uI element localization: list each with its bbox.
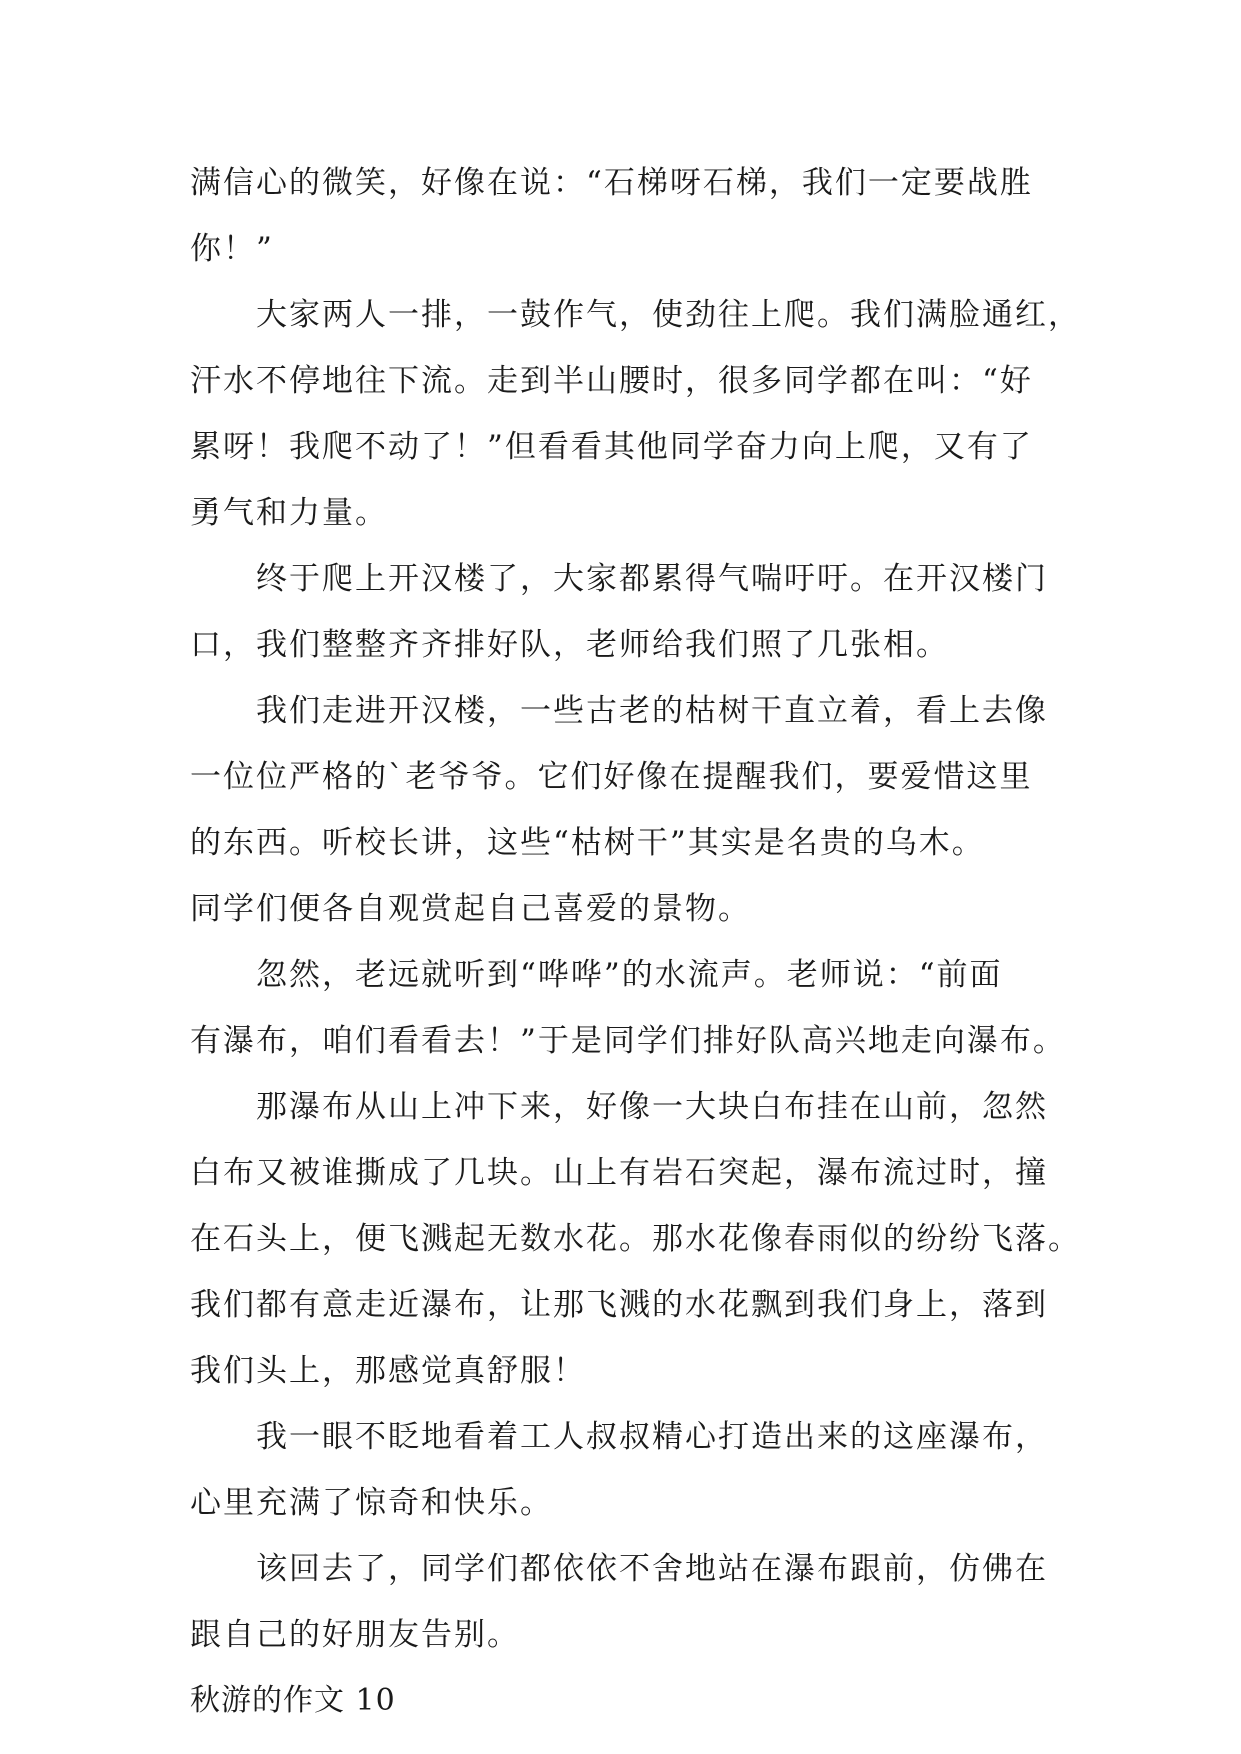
- text-line: 跟自己的好朋友告别。: [190, 1617, 520, 1653]
- text-line: 心里充满了惊奇和快乐。: [190, 1485, 553, 1521]
- text-line: 我一眼不眨地看着工人叔叔精心打造出来的这座瀑布，: [256, 1419, 1048, 1455]
- text-line: 忽然，老远就听到“哗哗”的水流声。老师说：“前面: [256, 957, 1003, 993]
- text-line: 白布又被谁撕成了几块。山上有岩石突起，瀑布流过时，撞: [190, 1155, 1048, 1191]
- text-line: 终于爬上开汉楼了，大家都累得气喘吁吁。在开汉楼门: [256, 561, 1048, 597]
- text-line: 该回去了，同学们都依依不舍地站在瀑布跟前，仿佛在: [256, 1551, 1048, 1587]
- text-line: 在石头上，便飞溅起无数水花。那水花像春雨似的纷纷飞落。: [190, 1221, 1081, 1257]
- text-line: 大家两人一排，一鼓作气，使劲往上爬。我们满脸通红，: [256, 297, 1081, 333]
- text-line: 我们头上，那感觉真舒服！: [190, 1353, 586, 1389]
- paragraph-7: [190, 1414, 1050, 1546]
- text-line: 口，我们整整齐齐排好队，老师给我们照了几张相。: [190, 627, 949, 663]
- paragraph-6: [190, 1084, 1081, 1414]
- paragraph-3: [190, 556, 1050, 688]
- text-line: 同学们便各自观赏起自己喜爱的景物。: [190, 891, 751, 927]
- text-line: 我们都有意走近瀑布，让那飞溅的水花飘到我们身上，落到: [190, 1287, 1048, 1323]
- text-line: 的东西。听校长讲，这些“枯树干”其实是名贵的乌木。: [190, 825, 985, 861]
- text-line: 我们走进开汉楼，一些古老的枯树干直立着，看上去像: [256, 693, 1048, 729]
- text-line: 汗水不停地往下流。走到半山腰时，很多同学都在叫：“好: [190, 363, 1033, 399]
- text-line: 勇气和力量。: [190, 495, 388, 531]
- paragraph-8: [190, 1546, 1050, 1678]
- text-line: 你！”: [190, 231, 274, 267]
- text-line: 有瀑布，咱们看看去！”于是同学们排好队高兴地走向瀑布。: [190, 1023, 1066, 1059]
- document-page: [190, 160, 1081, 1744]
- text-line: 满信心的微笑，好像在说：“石梯呀石梯，我们一定要战胜: [190, 165, 1033, 201]
- text-line: 那瀑布从山上冲下来，好像一大块白布挂在山前，忽然: [256, 1089, 1048, 1125]
- text-line: 累呀！我爬不动了！”但看看其他同学奋力向上爬，又有了: [190, 429, 1033, 465]
- paragraph-5: [190, 952, 1066, 1084]
- paragraph-1: [190, 160, 1050, 292]
- paragraph-2: [190, 292, 1081, 556]
- next-section-heading: 秋游的作文 10: [190, 1683, 396, 1718]
- paragraph-4: [190, 688, 1050, 952]
- text-line: 一位位严格的`老爷爷。它们好像在提醒我们，要爱惜这里: [190, 759, 1033, 795]
